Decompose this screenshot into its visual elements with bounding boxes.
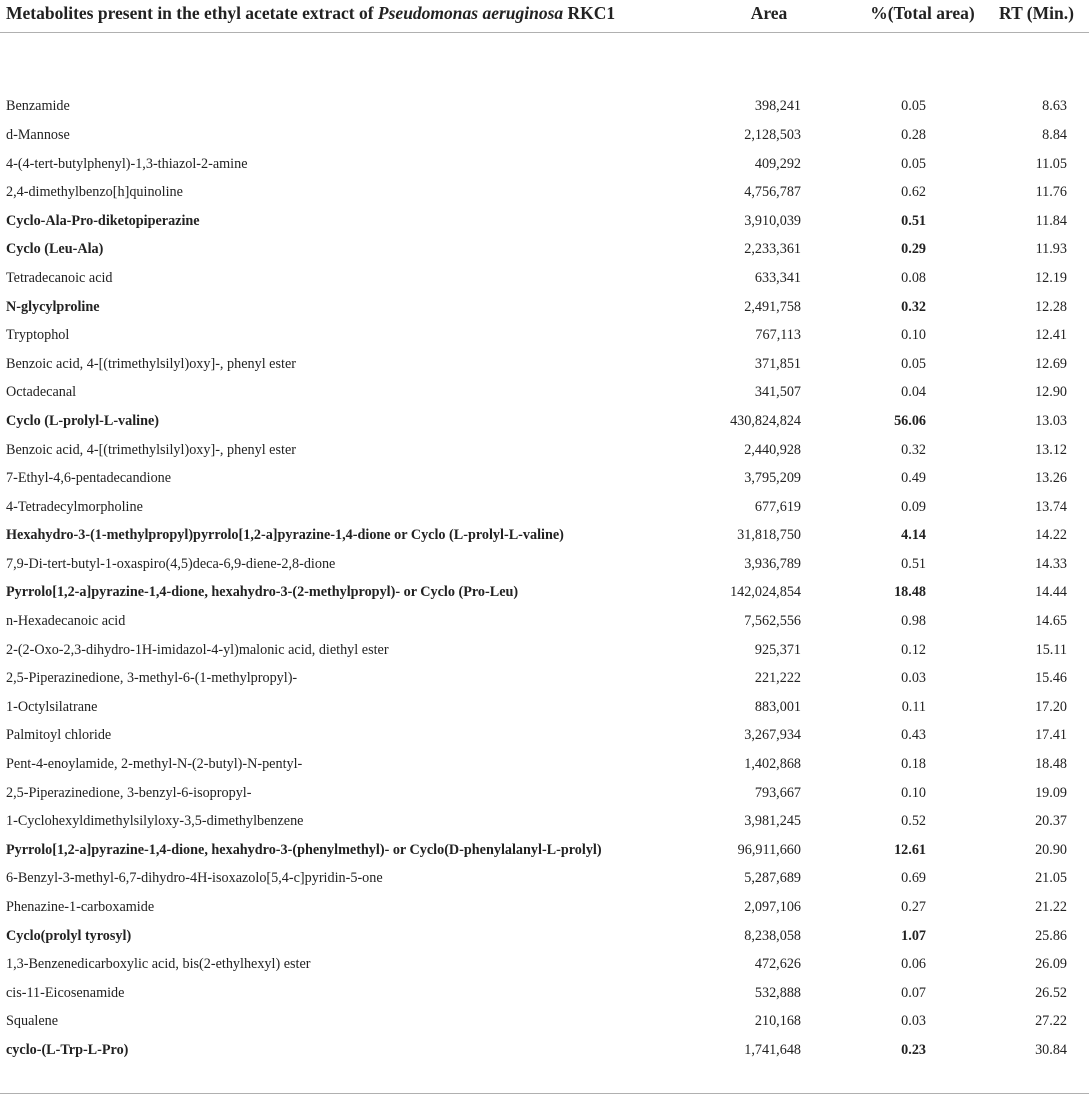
- metabolite-name: Benzoic acid, 4-[(trimethylsilyl)oxy]-, phenyl ester: [6, 355, 296, 372]
- table-row: [0, 236, 1089, 265]
- area-value: 793,667: [754, 784, 801, 801]
- percent-total-area: 0.62: [901, 184, 926, 201]
- retention-time: 14.33: [1035, 555, 1067, 572]
- percent-total-area: 0.49: [901, 470, 926, 487]
- table-row: [0, 522, 1089, 551]
- metabolite-name: Squalene: [6, 1013, 59, 1030]
- percent-total-area: 0.03: [901, 1013, 926, 1030]
- retention-time: 12.90: [1035, 384, 1067, 401]
- metabolite-name: Pent-4-enoylamide, 2-methyl-N-(2-butyl)-N-pentyl-: [6, 756, 303, 773]
- area-value: 7,562,556: [744, 613, 801, 630]
- percent-total-area: 0.69: [901, 870, 926, 887]
- table-row: [0, 321, 1089, 350]
- metabolite-name: 2,5-Piperazinedione, 3-benzyl-6-isopropyl-: [6, 784, 252, 801]
- metabolite-name: Pyrrolo[1,2-a]pyrazine-1,4-dione, hexahydro-3-(2-methylpropyl)- or Cyclo (Pro-Leu): [6, 584, 519, 601]
- area-value: 1,402,868: [744, 756, 801, 773]
- table-row: [0, 579, 1089, 608]
- table-row: [0, 836, 1089, 865]
- percent-total-area: 0.18: [901, 756, 926, 773]
- area-value: 925,371: [754, 641, 801, 658]
- metabolite-name: cyclo-(L-Trp-L-Pro): [6, 1041, 129, 1058]
- metabolite-name: 7-Ethyl-4,6-pentadecandione: [6, 470, 172, 487]
- retention-time: 21.22: [1035, 899, 1067, 916]
- table-row: [0, 893, 1089, 922]
- table-row: [0, 293, 1089, 322]
- metabolite-name: Pyrrolo[1,2-a]pyrazine-1,4-dione, hexahydro-3-(phenylmethyl)- or Cyclo(D-phenylalanyl-L-prolyl): [6, 841, 602, 858]
- area-value: 532,888: [754, 984, 801, 1001]
- table-row: [0, 664, 1089, 693]
- retention-time: 26.52: [1035, 984, 1067, 1001]
- table-row: [0, 407, 1089, 436]
- metabolite-name: 2,4-dimethylbenzo[h]quinoline: [6, 184, 183, 201]
- metabolite-name: 1-Cyclohexyldimethylsilyloxy-3,5-dimethylbenzene: [6, 813, 304, 830]
- retention-time: 20.90: [1035, 841, 1067, 858]
- metabolite-name: 4-(4-tert-butylphenyl)-1,3-thiazol-2-amine: [6, 155, 248, 172]
- retention-time: 20.37: [1035, 813, 1067, 830]
- retention-time: 27.22: [1035, 1013, 1067, 1030]
- table-row: [0, 93, 1089, 122]
- area-value: 5,287,689: [744, 870, 801, 887]
- percent-total-area: 4.14: [901, 527, 926, 544]
- table-row: [0, 264, 1089, 293]
- area-value: 2,491,758: [744, 298, 801, 315]
- area-value: 31,818,750: [737, 527, 801, 544]
- retention-time: 14.65: [1035, 613, 1067, 630]
- retention-time: 8.84: [1042, 126, 1067, 143]
- table-row: [0, 979, 1089, 1008]
- retention-time: 14.22: [1035, 527, 1067, 544]
- retention-time: 13.03: [1035, 412, 1067, 429]
- percent-total-area: 0.51: [901, 555, 926, 572]
- percent-total-area: 0.28: [901, 126, 926, 143]
- area-value: 3,910,039: [744, 212, 801, 229]
- metabolite-name: Tetradecanoic acid: [6, 269, 113, 286]
- metabolite-name: 6-Benzyl-3-methyl-6,7-dihydro-4H-isoxazolo[5,4-c]pyridin-5-one: [6, 870, 383, 887]
- table-row: [0, 865, 1089, 894]
- table-row: [0, 350, 1089, 379]
- species-name: Pseudomonas aeruginosa: [377, 3, 564, 23]
- table-row: [0, 178, 1089, 207]
- percent-total-area: 0.29: [901, 241, 926, 258]
- table-row: [0, 550, 1089, 579]
- percent-total-area: 0.98: [901, 613, 926, 630]
- percent-total-area: 0.03: [901, 670, 926, 687]
- metabolite-name: Cyclo (Leu-Ala): [6, 241, 104, 258]
- metabolite-name: Cyclo(prolyl tyrosyl): [6, 927, 132, 944]
- percent-total-area: 0.52: [901, 813, 926, 830]
- area-value: 3,267,934: [744, 727, 801, 744]
- area-value: 633,341: [754, 269, 801, 286]
- percent-total-area: 0.43: [901, 727, 926, 744]
- percent-total-area: 0.27: [901, 899, 926, 916]
- area-value: 677,619: [754, 498, 801, 515]
- retention-time: 17.41: [1035, 727, 1067, 744]
- percent-total-area: 1.07: [901, 927, 926, 944]
- retention-time: 8.63: [1042, 98, 1067, 115]
- retention-time: 12.19: [1035, 269, 1067, 286]
- percent-total-area: 0.05: [901, 155, 926, 172]
- retention-time: 13.74: [1035, 498, 1067, 515]
- retention-time: 12.69: [1035, 355, 1067, 372]
- area-value: 398,241: [754, 98, 801, 115]
- retention-time: 13.12: [1035, 441, 1067, 458]
- area-value: 767,113: [755, 327, 801, 344]
- area-value: 3,936,789: [744, 555, 801, 572]
- metabolite-name: 7,9-Di-tert-butyl-1-oxaspiro(4,5)deca-6,9-diene-2,8-dione: [6, 555, 336, 572]
- table-header: [0, 0, 1089, 64]
- table-row: [0, 636, 1089, 665]
- table-row: [0, 464, 1089, 493]
- retention-time: 21.05: [1035, 870, 1067, 887]
- area-value: 883,001: [754, 698, 801, 715]
- percent-total-area: 0.07: [901, 984, 926, 1001]
- metabolite-name: Palmitoyl chloride: [6, 727, 112, 744]
- percent-total-area: 0.10: [901, 327, 926, 344]
- header-area: Area: [750, 3, 788, 23]
- table-row: [0, 207, 1089, 236]
- table-body: [0, 64, 1089, 1093]
- header-pct-total-area: %(Total area): [870, 3, 975, 23]
- retention-time: 19.09: [1035, 784, 1067, 801]
- percent-total-area: 0.51: [901, 212, 926, 229]
- area-value: 1,741,648: [744, 1041, 801, 1058]
- table-row: [0, 1036, 1089, 1065]
- area-value: 341,507: [754, 384, 801, 401]
- metabolite-name: 4-Tetradecylmorpholine: [6, 498, 143, 515]
- area-value: 3,795,209: [744, 470, 801, 487]
- area-value: 371,851: [754, 355, 801, 372]
- header-rule: [0, 32, 1089, 64]
- metabolite-name: N-glycylproline: [6, 298, 100, 315]
- metabolite-name: Phenazine-1-carboxamide: [6, 899, 155, 916]
- retention-time: 11.84: [1035, 212, 1067, 229]
- table-row: [0, 807, 1089, 836]
- metabolite-name: Cyclo (L-prolyl-L-valine): [6, 412, 160, 429]
- percent-total-area: 0.05: [901, 98, 926, 115]
- percent-total-area: 0.11: [901, 698, 926, 715]
- area-value: 2,233,361: [744, 241, 801, 258]
- retention-time: 11.93: [1035, 241, 1067, 258]
- percent-total-area: 0.10: [901, 784, 926, 801]
- metabolite-name: n-Hexadecanoic acid: [6, 613, 126, 630]
- percent-total-area: 0.32: [901, 298, 926, 315]
- percent-total-area: 0.32: [901, 441, 926, 458]
- metabolite-name: Benzamide: [6, 98, 70, 115]
- area-value: 221,222: [754, 670, 801, 687]
- percent-total-area: 0.08: [901, 269, 926, 286]
- metabolite-name: Tryptophol: [6, 327, 70, 344]
- table-row: [0, 950, 1089, 979]
- percent-total-area: 0.04: [901, 384, 926, 401]
- retention-time: 15.46: [1035, 670, 1067, 687]
- percent-total-area: 56.06: [894, 412, 926, 429]
- retention-time: 12.41: [1035, 327, 1067, 344]
- table-row: [0, 121, 1089, 150]
- metabolite-name: 2,5-Piperazinedione, 3-methyl-6-(1-methylpropyl)-: [6, 670, 298, 687]
- retention-time: 11.05: [1035, 155, 1067, 172]
- area-value: 3,981,245: [744, 813, 801, 830]
- metabolite-name: Benzoic acid, 4-[(trimethylsilyl)oxy]-, phenyl ester: [6, 441, 296, 458]
- retention-time: 15.11: [1035, 641, 1067, 658]
- metabolite-name: Hexahydro-3-(1-methylpropyl)pyrrolo[1,2-a]pyrazine-1,4-dione or Cyclo (L-prolyl-L-valine): [6, 527, 564, 544]
- table-row: [0, 1008, 1089, 1037]
- table-row: [0, 150, 1089, 179]
- retention-time: 17.20: [1035, 698, 1067, 715]
- table-row: [0, 750, 1089, 779]
- metabolite-name: Cyclo-Ala-Pro-diketopiperazine: [6, 212, 200, 229]
- metabolite-name: 1-Octylsilatrane: [6, 698, 98, 715]
- metabolite-name: Octadecanal: [6, 384, 77, 401]
- metabolite-name: cis-11-Eicosenamide: [6, 984, 125, 1001]
- area-value: 2,440,928: [744, 441, 801, 458]
- area-value: 2,097,106: [744, 899, 801, 916]
- percent-total-area: 0.05: [901, 355, 926, 372]
- percent-total-area: 12.61: [894, 841, 926, 858]
- retention-time: 25.86: [1035, 927, 1067, 944]
- percent-total-area: 18.48: [894, 584, 926, 601]
- area-value: 430,824,824: [730, 412, 801, 429]
- table-row: [0, 693, 1089, 722]
- area-value: 96,911,660: [737, 841, 801, 858]
- percent-total-area: 0.23: [901, 1041, 926, 1058]
- area-value: 142,024,854: [730, 584, 801, 601]
- header-rt: RT (Min.): [999, 3, 1074, 23]
- percent-total-area: 0.09: [901, 498, 926, 515]
- area-value: 472,626: [754, 956, 801, 973]
- retention-time: 12.28: [1035, 298, 1067, 315]
- area-value: 4,756,787: [744, 184, 801, 201]
- metabolite-name: 2-(2-Oxo-2,3-dihydro-1H-imidazol-4-yl)malonic acid, diethyl ester: [6, 641, 389, 658]
- table-row: [0, 379, 1089, 408]
- table-row: [0, 922, 1089, 951]
- percent-total-area: 0.06: [901, 956, 926, 973]
- retention-time: 18.48: [1035, 756, 1067, 773]
- area-value: 2,128,503: [744, 126, 801, 143]
- area-value: 210,168: [754, 1013, 801, 1030]
- table-row: [0, 722, 1089, 751]
- retention-time: 30.84: [1035, 1041, 1067, 1058]
- table-row: [0, 779, 1089, 808]
- retention-time: 14.44: [1035, 584, 1067, 601]
- percent-total-area: 0.12: [901, 641, 926, 658]
- area-value: 409,292: [754, 155, 801, 172]
- table-row: [0, 493, 1089, 522]
- header-metabolites: Metabolites present in the ethyl acetate extract of Pseudomonas aeruginosa RKC1: [6, 3, 616, 23]
- area-value: 8,238,058: [744, 927, 801, 944]
- table-row: [0, 436, 1089, 465]
- metabolite-name: 1,3-Benzenedicarboxylic acid, bis(2-ethylhexyl) ester: [6, 956, 311, 973]
- retention-time: 13.26: [1035, 470, 1067, 487]
- retention-time: 11.76: [1035, 184, 1067, 201]
- retention-time: 26.09: [1035, 956, 1067, 973]
- table-row: [0, 607, 1089, 636]
- metabolite-name: d-Mannose: [6, 126, 70, 143]
